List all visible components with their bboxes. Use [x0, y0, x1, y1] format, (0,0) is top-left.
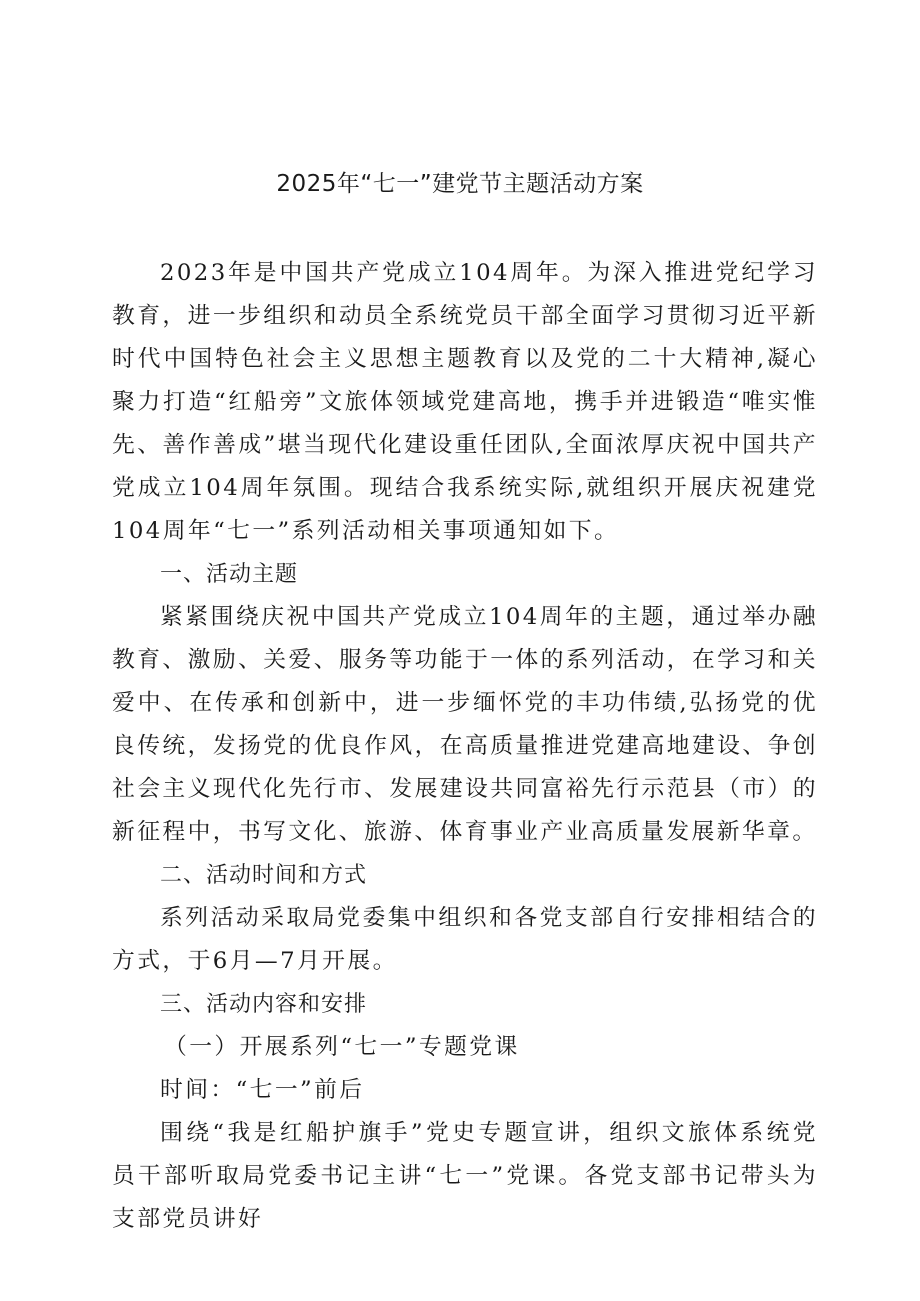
sub-heading-party-lecture: （一）开展系列“七一”专题党课 — [164, 1034, 520, 1060]
section-paragraph-time: 系列活动采取局党委集中组织和各党支部自行安排相结合的方式，于6月—7月开展。 — [112, 905, 818, 974]
section-heading-theme: 一、活动主题 — [160, 562, 299, 587]
section-heading-time: 二、活动时间和方式 — [160, 863, 368, 888]
document-body — [112, 252, 818, 1241]
document-title: 2025年“七一”建党节主题活动方案 — [276, 171, 644, 197]
section-paragraph-theme: 紧紧围绕庆祝中国共产党成立104周年的主题，通过举办融教育、激励、关爱、服务等功能于一体的系列活动，在学习和关爱中、在传承和创新中，进一步缅怀党的丰功伟绩,弘扬党的优良传统，发扬党的优良作风，在高质量推进党建高地建设、争创社会主义现代化先行市、发展建设共同富裕先行示范县（市）的新征程中，书写文化、旅游、体育事业产业高质量发展新华章。 — [112, 604, 818, 845]
section-paragraph-content: 围绕“我是红船护旗手”党史专题宣讲，组织文旅体系统党员干部听取局党委书记主讲“七一”党课。各党支部书记带头为支部党员讲好 — [112, 1120, 818, 1232]
time-line: 时间：“七一”前后 — [160, 1077, 365, 1103]
intro-paragraph: 2023年是中国共产党成立104周年。为深入推进党纪学习教育，进一步组织和动员全系统党员干部全面学习贯彻习近平新时代中国特色社会主义思想主题教育以及党的二十大精神,凝心聚力打造“红船旁”文旅体领域党建高地，携手并进锻造“唯实惟先、善作善成”堪当现代化建设重任团队,全面浓厚庆祝中国共产党成立104周年氛围。现结合我系统实际,就组织开展庆祝建党104周年“七一”系列活动相关事项通知如下。 — [112, 260, 818, 544]
section-heading-content: 三、活动内容和安排 — [160, 992, 368, 1017]
